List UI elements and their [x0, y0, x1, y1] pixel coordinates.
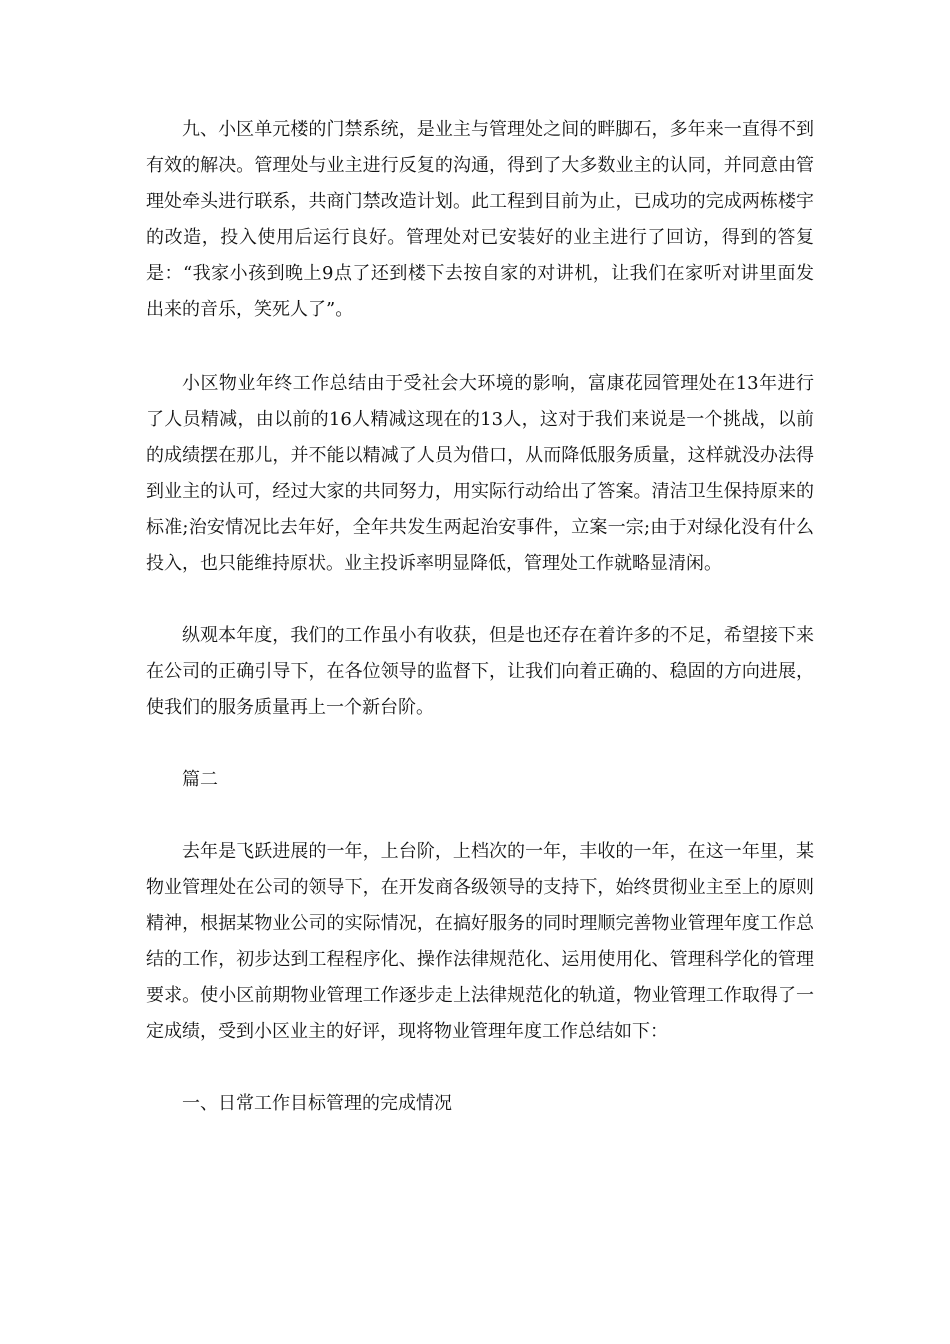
section-heading-daily-goals: 一、日常工作目标管理的完成情况 [182, 1093, 452, 1114]
paragraph-annual-review: 纵观本年度，我们的工作虽小有收获，但是也还存在着许多的不足，希望接下来在公司的正确引导下，在各位领导的监督下，让我们向着正确的、稳固的方向进展，使我们的服务质量再上一个新台阶。 [146, 625, 814, 718]
paragraph-last-year-summary: 去年是飞跃进展的一年，上台阶，上档次的一年，丰收的一年，在这一年里，某物业管理处在公司的领导下，在开发商各级领导的支持下，始终贯彻业主至上的原则精神，根据某物业公司的实际情况，在搞好服务的同时理顺完善物业管理年度工作总结的工作，初步达到工程程序化、操作法律规范化、运用使用化、管理科学化的管理要求。使小区前期物业管理工作逐步走上法律规范化的轨道，物业管理工作取得了一定成绩，受到小区业主的好评，现将物业管理年度工作总结如下： [146, 841, 814, 1042]
paragraph-access-control: 九、小区单元楼的门禁系统，是业主与管理处之间的畔脚石，多年来一直得不到有效的解决。管理处与业主进行反复的沟通，得到了大多数业主的认同，并同意由管理处牵头进行联系，共商门禁改造计划。此工程到目前为止，已成功的完成两栋楼宇的改造，投入使用后运行良好。管理处对已安装好的业主进行了回访，得到的答复是：“我家小孩到晚上9点了还到楼下去按自家的对讲机，让我们在家听对讲里面发出来的音乐，笑死人了”。 [146, 119, 814, 320]
section-heading-part-two: 篇二 [182, 769, 218, 790]
paragraph-staff-reduction: 小区物业年终工作总结由于受社会大环境的影响，富康花园管理处在13年进行了人员精减，由以前的16人精减这现在的13人，这对于我们来说是一个挑战，以前的成绩摆在那儿，并不能以精减了人员为借口，从而降低服务质量，这样就没办法得到业主的认可，经过大家的共同努力，用实际行动给出了答案。清洁卫生保持原来的标准;治安情况比去年好，全年共发生两起治安事件，立案一宗;由于对绿化没有什么投入，也只能维持原状。业主投诉率明显降低，管理处工作就略显清闲。 [146, 373, 814, 574]
document-body [146, 112, 814, 1122]
